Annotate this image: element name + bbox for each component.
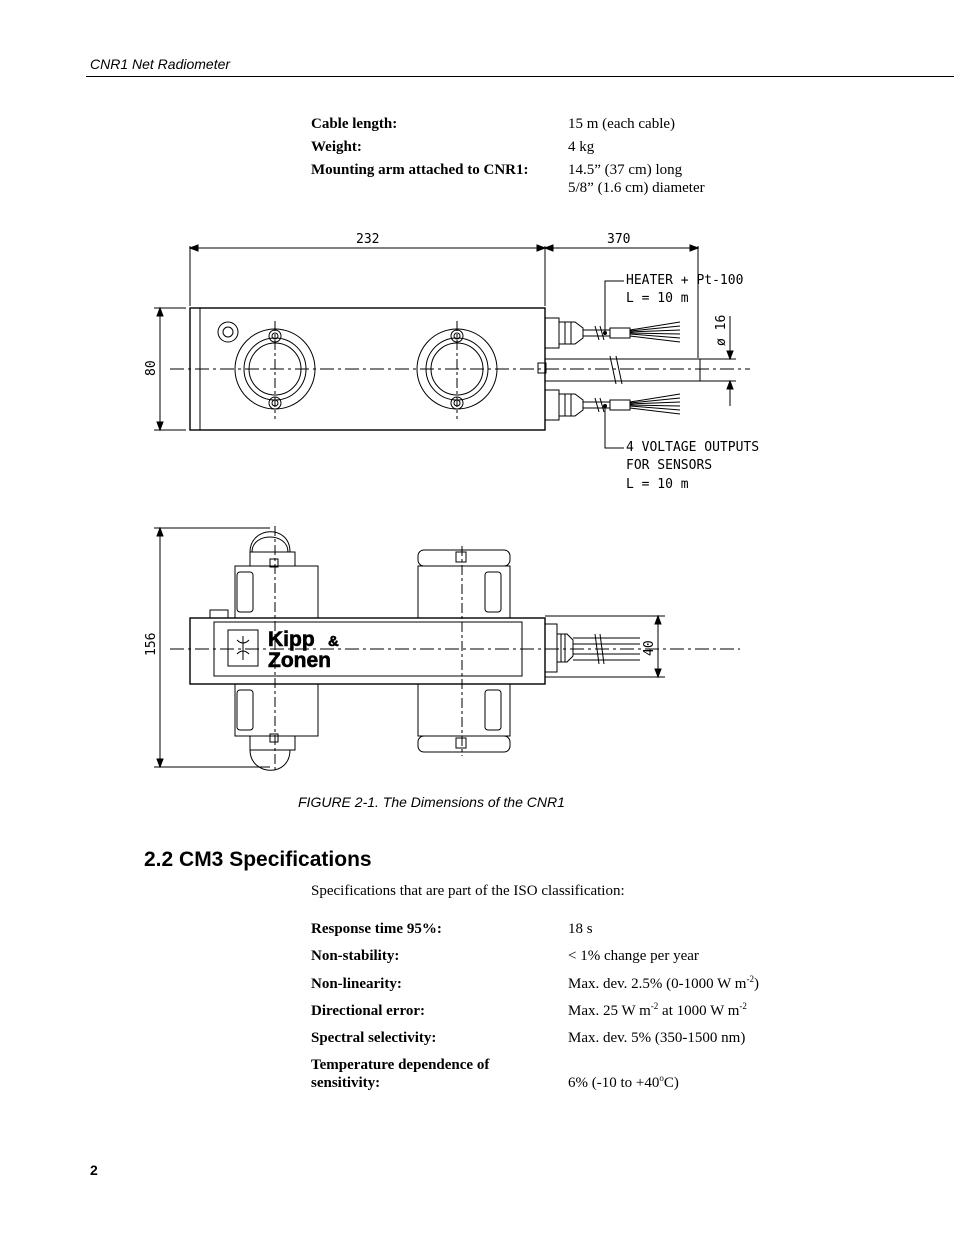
spec-value	[568, 975, 868, 993]
header-rule	[86, 76, 954, 77]
spec-value: 18 s	[568, 921, 593, 937]
spec-value: 15 m (each cable)	[568, 116, 676, 132]
outputs-label-line2: FOR SENSORS	[626, 458, 713, 473]
spec-label: Spectral selectivity:	[311, 1030, 437, 1046]
heater-label-line1: HEATER + Pt-100	[626, 273, 744, 288]
dim-label-370: 370	[607, 232, 631, 247]
spec-label: Non-stability:	[311, 948, 400, 964]
spec-value	[568, 161, 868, 197]
spec-value: < 1% change per year	[568, 948, 699, 964]
spec-value-text: C)	[663, 1075, 679, 1091]
spec-label: Response time 95%:	[311, 921, 442, 937]
superscript: o	[659, 1073, 664, 1083]
spec-label: Directional error:	[311, 1003, 425, 1019]
spec-value	[568, 1074, 868, 1092]
spec-label: Weight:	[311, 139, 362, 155]
spec-value-text: )	[753, 976, 759, 992]
dim-label-diameter: ø 16	[714, 314, 729, 346]
spec-value-text: Max. dev. 2.5% (0-1000 W m	[568, 976, 747, 992]
spec-value-line: 14.5” (37 cm) long	[568, 162, 683, 178]
spec-label: Mounting arm attached to CNR1:	[311, 162, 529, 178]
spec-value-text: Max. 25 W m	[568, 1003, 651, 1019]
dim-label-40: 40	[642, 640, 657, 656]
dim-label-80: 80	[144, 360, 159, 376]
logo-text-kipp: Kipp	[268, 628, 315, 651]
superscript: -2	[746, 974, 754, 984]
figure-caption: FIGURE 2-1. The Dimensions of the CNR1	[298, 794, 565, 810]
heater-label-line2: L = 10 m	[626, 291, 689, 306]
spec-value	[568, 1002, 868, 1020]
page-number: 2	[90, 1162, 98, 1178]
spec-value-text: at 1000 W m	[658, 1003, 740, 1019]
superscript: -2	[650, 1001, 659, 1011]
spec-label-line: sensitivity:	[311, 1075, 381, 1091]
spec-value: Max. dev. 5% (350-1500 nm)	[568, 1030, 746, 1046]
cnr1-dimension-drawing	[140, 226, 780, 776]
spec-label	[311, 1056, 551, 1092]
running-header: CNR1 Net Radiometer	[90, 56, 231, 72]
section-heading: 2.2 CM3 Specifications	[144, 848, 372, 871]
outputs-label-line1: 4 VOLTAGE OUTPUTS	[626, 440, 760, 455]
dim-label-156: 156	[144, 632, 159, 656]
spec-label-line: Temperature dependence of	[311, 1057, 490, 1073]
outputs-label-line3: L = 10 m	[626, 477, 689, 492]
spec-value-text: 6% (-10 to +40	[568, 1075, 660, 1091]
logo-text-ampersand: &	[328, 633, 339, 650]
section-intro: Specifications that are part of the ISO classification:	[311, 883, 625, 899]
spec-value-line: 5/8” (1.6 cm) diameter	[568, 180, 705, 196]
dim-label-232: 232	[356, 232, 380, 247]
logo-text-zonen: Zonen	[268, 649, 331, 672]
spec-label: Non-linearity:	[311, 976, 402, 992]
spec-label: Cable length:	[311, 116, 398, 132]
spec-value: 4 kg	[568, 139, 595, 155]
superscript: -2	[739, 1001, 747, 1011]
